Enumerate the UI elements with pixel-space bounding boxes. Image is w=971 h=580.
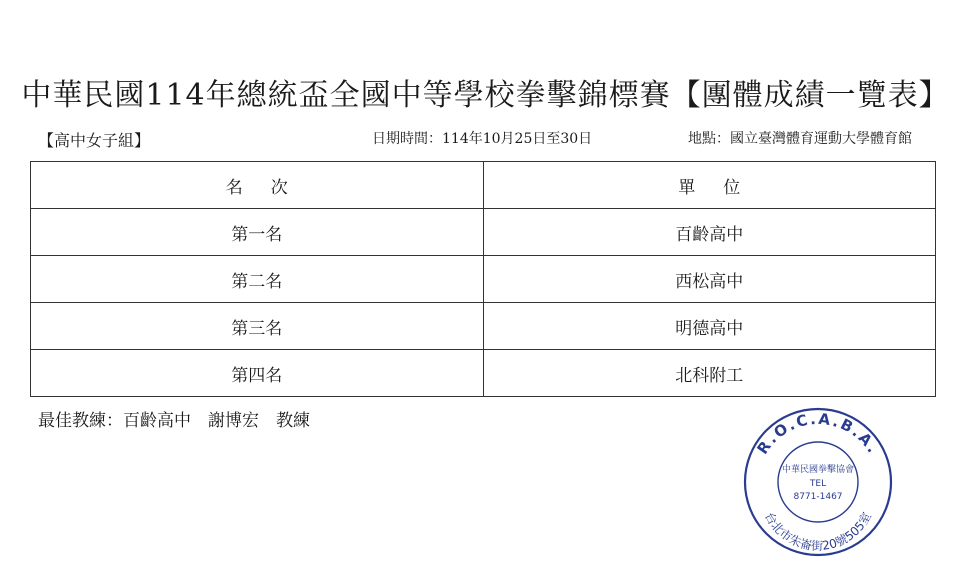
unit-cell: 百齡高中 — [483, 209, 936, 256]
rank-cell: 第三名 — [31, 303, 484, 350]
stamp-tel-label: TEL — [809, 479, 827, 489]
group-label: 【高中女子組】 — [38, 131, 151, 150]
best-coach-line: 最佳教練：百齡高中 謝博宏 教練 — [38, 411, 310, 431]
stamp-phone-number: 8771-1467 — [793, 492, 843, 502]
unit-cell: 北科附工 — [483, 350, 936, 397]
stamp-association-name: 中華民國拳擊協會 — [781, 465, 855, 475]
stamp-top-text: R.O.C.A.B.A. — [753, 409, 883, 458]
table-row — [31, 303, 936, 350]
event-date: 日期時間：114年10月25日至30日 — [372, 131, 593, 147]
rank-column-header: 名次 — [31, 162, 484, 209]
unit-cell: 明德高中 — [483, 303, 936, 350]
stamp-bottom-text: 台北市朱崙街20號505室 — [761, 509, 875, 554]
document-title: 中華民國114年總統盃全國中等學校拳擊錦標賽【團體成績一覽表】 — [21, 78, 950, 113]
table-row — [31, 350, 936, 397]
association-seal-stamp — [738, 400, 898, 560]
table-row — [31, 256, 936, 303]
unit-column-header: 單位 — [483, 162, 936, 209]
results-table — [30, 161, 936, 397]
table-row — [31, 209, 936, 256]
rank-cell: 第一名 — [31, 209, 484, 256]
rank-cell: 第四名 — [31, 350, 484, 397]
table-header-row — [31, 162, 936, 209]
unit-cell: 西松高中 — [483, 256, 936, 303]
rank-cell: 第二名 — [31, 256, 484, 303]
event-location: 地點：國立臺灣體育運動大學體育館 — [688, 131, 912, 147]
